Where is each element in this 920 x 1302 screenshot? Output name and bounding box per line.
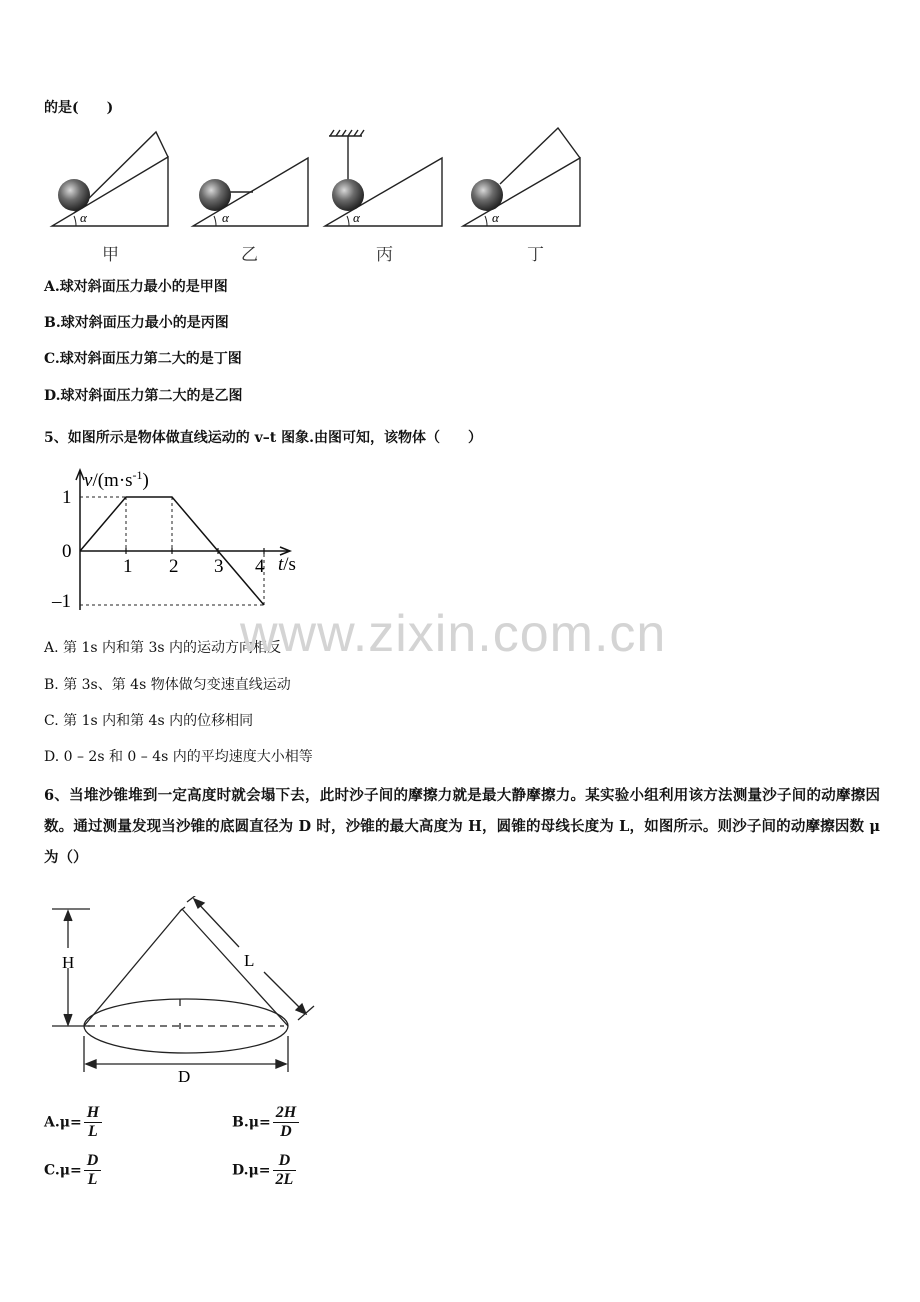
q6-option-a xyxy=(44,1104,102,1141)
q4-option-b: B.球对斜面压力最小的是丙图 xyxy=(44,315,229,331)
ball-ding xyxy=(471,179,503,211)
watermark: www.zixin.com.cn xyxy=(240,605,667,663)
label-diameter: D xyxy=(178,1067,191,1086)
label-slant-length: L xyxy=(244,951,255,970)
q5-option-d: D. 0 – 2s 和 0 – 4s 内的平均速度大小相等 xyxy=(44,749,313,765)
q6-option-b-numerator: 2H xyxy=(273,1104,299,1123)
q6-option-d-denominator: 2L xyxy=(275,1171,294,1188)
angle-label-bing: α xyxy=(353,210,360,225)
figure-label-bing: 丙 xyxy=(376,245,393,265)
q6-option-d-fraction xyxy=(273,1152,297,1189)
vt-graph xyxy=(50,462,320,616)
q6-option-c-denominator: L xyxy=(87,1171,98,1188)
q4-incline-figure xyxy=(40,124,600,234)
ball-jia xyxy=(58,179,90,211)
ball-bing xyxy=(332,179,364,211)
figure-label-ding: 丁 xyxy=(527,245,544,265)
q6-option-c-numerator: D xyxy=(84,1152,102,1171)
q6-option-a-denominator: L xyxy=(88,1123,98,1140)
q6-option-c-label: C.μ= xyxy=(44,1162,82,1179)
q4-option-d: D.球对斜面压力第二大的是乙图 xyxy=(44,388,243,404)
q4-option-a: A.球对斜面压力最小的是甲图 xyxy=(44,279,228,295)
sand-cone-figure xyxy=(44,896,334,1086)
y-tick-label-0: 0 xyxy=(62,541,72,562)
q5-stem: 5、如图所示是物体做直线运动的 v–t 图象.由图可知，该物体（ ） xyxy=(44,430,482,446)
q6-stem: 6、当堆沙锥堆到一定高度时就会塌下去，此时沙子间的摩擦力就是最大静摩擦力。某实验小组利用该方法测量沙子间的动摩擦因数。通过测量发现当沙锥的底圆直径为 D 时，沙锥的最大高度为 H，圆锥的母线长度为 L，如图所示。则沙子间的动摩擦因数 μ 为（） xyxy=(44,787,880,866)
y-tick-label-1: 1 xyxy=(62,487,72,508)
x-tick-label-1: 1 xyxy=(123,556,133,577)
label-height: H xyxy=(62,953,75,972)
ball-yi xyxy=(199,179,231,211)
y-axis-label: $v/(m\cdot s^{-1})$ xyxy=(84,468,149,491)
q6-option-b-label: B.μ= xyxy=(232,1114,271,1131)
x-tick-label-3: 3 xyxy=(214,556,224,577)
q4-option-c: C.球对斜面压力第二大的是丁图 xyxy=(44,351,242,367)
x-tick-label-2: 2 xyxy=(169,556,179,577)
q6-option-a-label: A.μ= xyxy=(44,1114,82,1131)
q5-option-b: B. 第 3s、第 4s 物体做匀变速直线运动 xyxy=(44,677,291,693)
q5-option-a: A. 第 1s 内和第 3s 内的运动方向相反 xyxy=(44,640,281,656)
x-axis-label: t/s xyxy=(278,554,296,575)
q6-option-d-numerator: D xyxy=(273,1152,297,1171)
q6-option-b xyxy=(232,1104,299,1141)
q4-stem-tail: 的是( ) xyxy=(44,100,114,116)
q6-option-b-denominator: D xyxy=(280,1123,292,1140)
figure-label-yi: 乙 xyxy=(241,245,258,265)
q6-option-c-fraction xyxy=(84,1152,102,1189)
figure-label-jia: 甲 xyxy=(102,245,119,265)
angle-label-yi: α xyxy=(222,210,229,225)
q6-option-a-numerator: H xyxy=(84,1104,102,1123)
q5-option-c: C. 第 1s 内和第 4s 内的位移相同 xyxy=(44,713,254,729)
angle-label-ding: α xyxy=(492,210,499,225)
q6-option-a-fraction xyxy=(84,1104,102,1141)
q6-option-b-fraction xyxy=(273,1104,299,1141)
q6-option-d xyxy=(232,1152,296,1189)
q6-option-d-label: D.μ= xyxy=(232,1162,271,1179)
x-tick-label-4: 4 xyxy=(255,556,265,577)
q6-option-c xyxy=(44,1152,101,1189)
y-tick-label-neg1: –1 xyxy=(52,591,71,612)
angle-label-jia: α xyxy=(80,210,87,225)
